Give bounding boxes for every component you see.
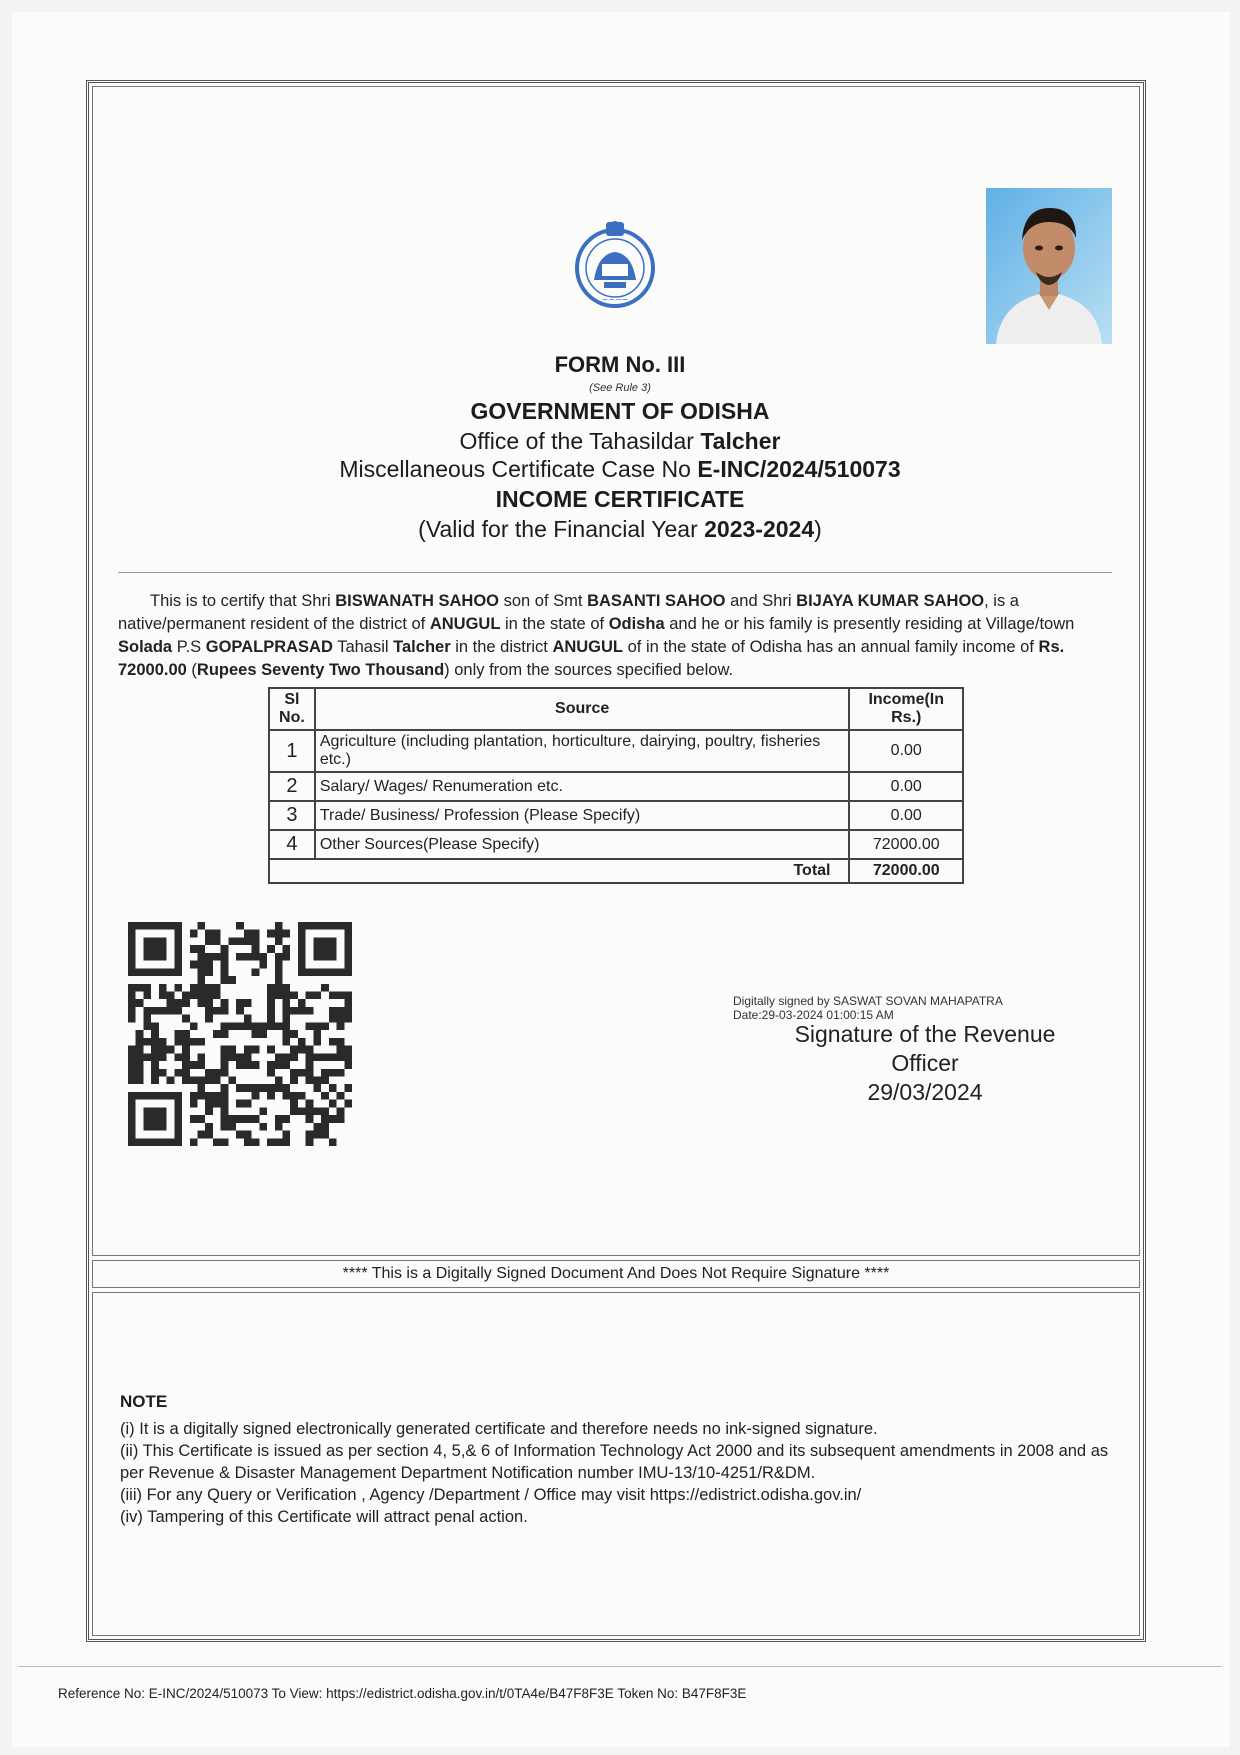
certify-text: , is a native/permanent resident of the district of: [118, 592, 1019, 633]
case-prefix: Miscellaneous Certificate Case No: [339, 456, 691, 482]
svg-text:~~~~: ~~~~: [601, 295, 629, 304]
government-name: GOVERNMENT OF ODISHA: [470, 398, 770, 424]
row-income: 0.00: [849, 801, 963, 830]
note-item: (i) It is a digitally signed electronically generated certificate and therefore needs no ink-signed signature.: [120, 1420, 878, 1438]
note-item: (iii) For any Query or Verification , Agency /Department / Office may visit https://edistrict.odisha.gov.in/: [120, 1486, 862, 1504]
table-row: [269, 830, 963, 859]
signature-block: [770, 1020, 1080, 1107]
divider: [118, 572, 1112, 573]
note-title: NOTE: [120, 1392, 168, 1411]
odisha-emblem-icon: [572, 218, 658, 310]
valid-suffix: ): [814, 516, 822, 542]
signature-title-line1: Signature of the Revenue: [794, 1021, 1056, 1047]
village: Solada: [118, 638, 173, 656]
form-number: FORM No. III: [554, 352, 686, 377]
note-item: (ii) This Certificate is issued as per section 4, 5,& 6 of Information Technology Act 2000 and its subsequent amendments in 2008 and as per Revenue & Disaster Management Department Notification number IMU-13/10-4251/R&DM.: [120, 1442, 1109, 1482]
case-line: [0, 456, 1240, 483]
note-item: (iv) Tampering of this Certificate will attract penal action.: [120, 1508, 528, 1526]
applicant-name: BISWANATH SAHOO: [335, 592, 500, 610]
digital-signed-by: Digitally signed by SASWAT SOVAN MAHAPATRA: [733, 994, 1003, 1008]
total-value: 72000.00: [849, 859, 963, 883]
mother-name: BASANTI SAHOO: [587, 592, 726, 610]
certify-text: of in the state of Odisha has an annual family income of: [627, 638, 1034, 656]
father-name: BIJAYA KUMAR SAHOO: [796, 592, 985, 610]
tahasil: Talcher: [393, 638, 451, 656]
district: ANUGUL: [429, 615, 501, 633]
certification-paragraph: [118, 590, 1114, 682]
digital-signed-date: Date:29-03-2024 01:00:15 AM: [733, 1008, 894, 1022]
col-source: Source: [315, 688, 850, 730]
income-amount: Rs. 72000.00: [118, 638, 1065, 679]
row-source: Trade/ Business/ Profession (Please Specify): [315, 801, 850, 830]
digitally-signed-banner: **** This is a Digitally Signed Document And Does Not Require Signature ****: [92, 1260, 1140, 1288]
certify-text: Tahasil: [337, 638, 389, 656]
row-source: Other Sources(Please Specify): [315, 830, 850, 859]
certify-text: P.S: [176, 638, 202, 656]
table-row: [269, 772, 963, 801]
office-line: [0, 428, 1240, 455]
certify-text: ) only from the sources specified below.: [444, 661, 734, 679]
table-row: [269, 801, 963, 830]
row-income: 72000.00: [849, 830, 963, 859]
income-table: [268, 687, 964, 884]
footer-divider: [18, 1666, 1222, 1667]
row-sl: 1: [269, 730, 315, 772]
row-income: 0.00: [849, 730, 963, 772]
row-sl: 4: [269, 830, 315, 859]
signature-title-line2: Officer: [891, 1050, 959, 1076]
see-rule: (See Rule 3): [589, 382, 651, 394]
table-row: [269, 730, 963, 772]
validity-line: [0, 516, 1240, 543]
certify-text: in the district: [455, 638, 548, 656]
col-income: Income(In Rs.): [849, 688, 963, 730]
district-2: ANUGUL: [552, 638, 624, 656]
office-prefix: Office of the Tahasildar: [459, 428, 694, 454]
state: Odisha: [608, 615, 665, 633]
col-sl-no: Sl No.: [269, 688, 315, 730]
certify-text: and Shri: [730, 592, 792, 610]
certify-text: (: [191, 661, 197, 679]
row-source: Agriculture (including plantation, horticulture, dairying, poultry, fisheries etc.): [315, 730, 850, 772]
row-sl: 3: [269, 801, 315, 830]
digital-signature-stamp: [733, 994, 1003, 1022]
row-source: Salary/ Wages/ Renumeration etc.: [315, 772, 850, 801]
footer-reference: Reference No: E-INC/2024/510073 To View: https://edistrict.odisha.gov.in/t/0TA4e/B47F8F3E Token No: B47F8F3E: [58, 1686, 747, 1701]
table-total-row: [269, 859, 963, 883]
verification-qr-code: [128, 922, 352, 1146]
valid-prefix: (Valid for the Financial Year: [418, 516, 698, 542]
office-place: Talcher: [700, 428, 781, 454]
note-list: [120, 1418, 1120, 1528]
signature-date: 29/03/2024: [867, 1079, 983, 1105]
police-station: GOPALPRASAD: [205, 638, 333, 656]
case-number: E-INC/2024/510073: [697, 456, 901, 482]
financial-year: 2023-2024: [704, 516, 815, 542]
certify-text: in the state of: [505, 615, 605, 633]
certify-text: and he or his family is presently residing at Village/town: [669, 615, 1075, 633]
row-income: 0.00: [849, 772, 963, 801]
certificate-title: INCOME CERTIFICATE: [495, 486, 745, 512]
applicant-photo: [986, 188, 1112, 344]
total-label: Total: [269, 859, 849, 883]
certify-text: This is to certify that Shri: [150, 592, 331, 610]
income-in-words: Rupees Seventy Two Thousand: [196, 661, 445, 679]
table-header-row: [269, 688, 963, 730]
certify-text: son of Smt: [503, 592, 583, 610]
row-sl: 2: [269, 772, 315, 801]
